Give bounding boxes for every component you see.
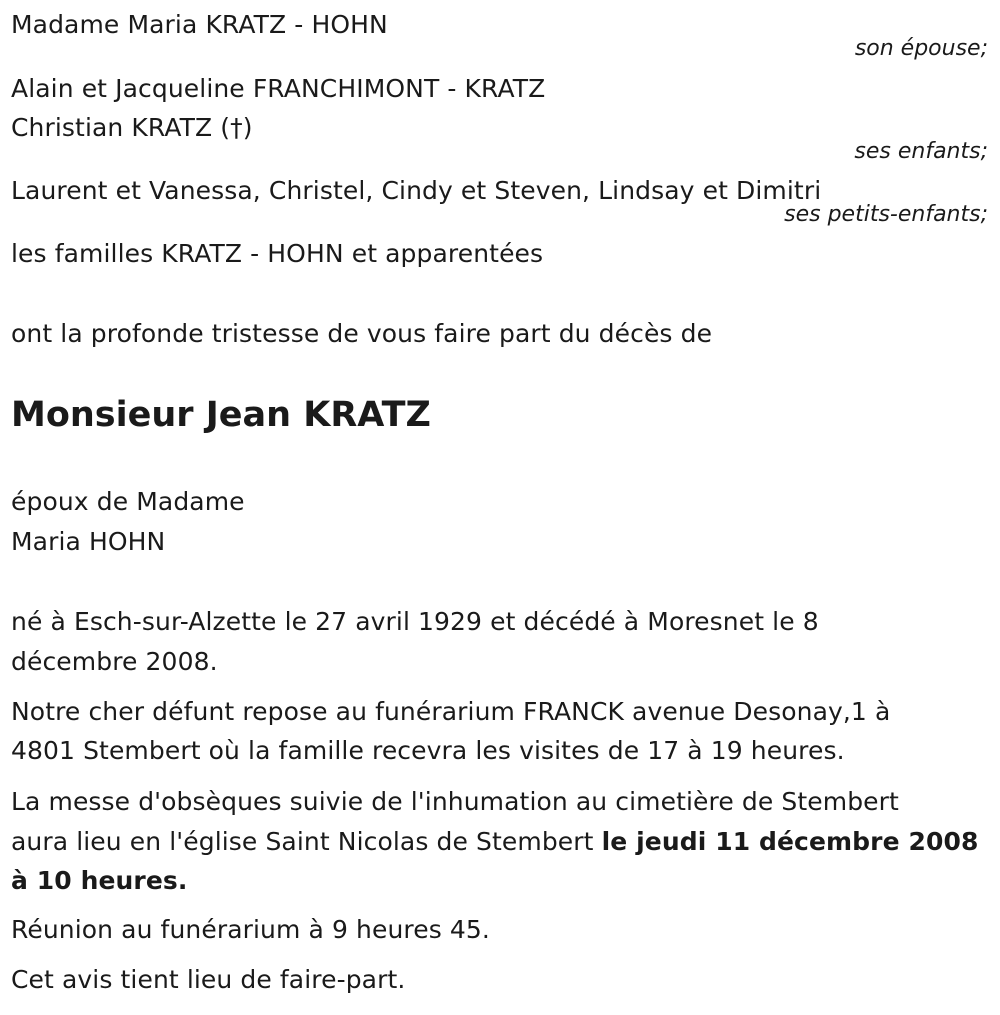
announcement: ont la profonde tristesse de vous faire part du décès de [11, 319, 713, 348]
mass-line-2 [11, 822, 978, 862]
mass-location: aura lieu en l'église Saint Nicolas de Stembert [11, 827, 602, 856]
spouse-name: Madame Maria KRATZ - HOHN [11, 10, 388, 39]
birth-death-line-2: décembre 2008. [11, 647, 218, 676]
children-line-1: Alain et Jacqueline FRANCHIMONT - KRATZ [11, 74, 546, 103]
closing-note: Cet avis tient lieu de faire-part. [11, 965, 406, 994]
mass-date: le jeudi 11 décembre 2008 [601, 827, 979, 856]
birth-death-line-1: né à Esch-sur-Alzette le 27 avril 1929 et décédé à Moresnet le 8 [11, 607, 819, 636]
mass-line-1: La messe d'obsèques suivie de l'inhumation au cimetière de Stembert [11, 787, 899, 816]
children-role: ses enfants; [854, 139, 988, 164]
families-line: les familles KRATZ - HOHN et apparentées [11, 239, 544, 268]
spouse-role: son épouse; [854, 36, 988, 61]
deceased-name: Monsieur Jean KRATZ [11, 395, 431, 435]
mass-line-3 [11, 861, 187, 901]
grandchildren-names: Laurent et Vanessa, Christel, Cindy et Steven, Lindsay et Dimitri [11, 176, 822, 205]
grandchildren-role: ses petits-enfants; [784, 202, 988, 227]
children-line-2: Christian KRATZ (†) [11, 113, 253, 142]
meeting-info: Réunion au funérarium à 9 heures 45. [11, 915, 490, 944]
mass-time: à 10 heures. [11, 866, 188, 895]
spouse-info-line-1: époux de Madame [11, 487, 245, 516]
spouse-info-line-2: Maria HOHN [11, 527, 166, 556]
funerarium-line-2: 4801 Stembert où la famille recevra les visites de 17 à 19 heures. [11, 736, 845, 765]
funerarium-line-1: Notre cher défunt repose au funérarium FRANCK avenue Desonay,1 à [11, 697, 891, 726]
